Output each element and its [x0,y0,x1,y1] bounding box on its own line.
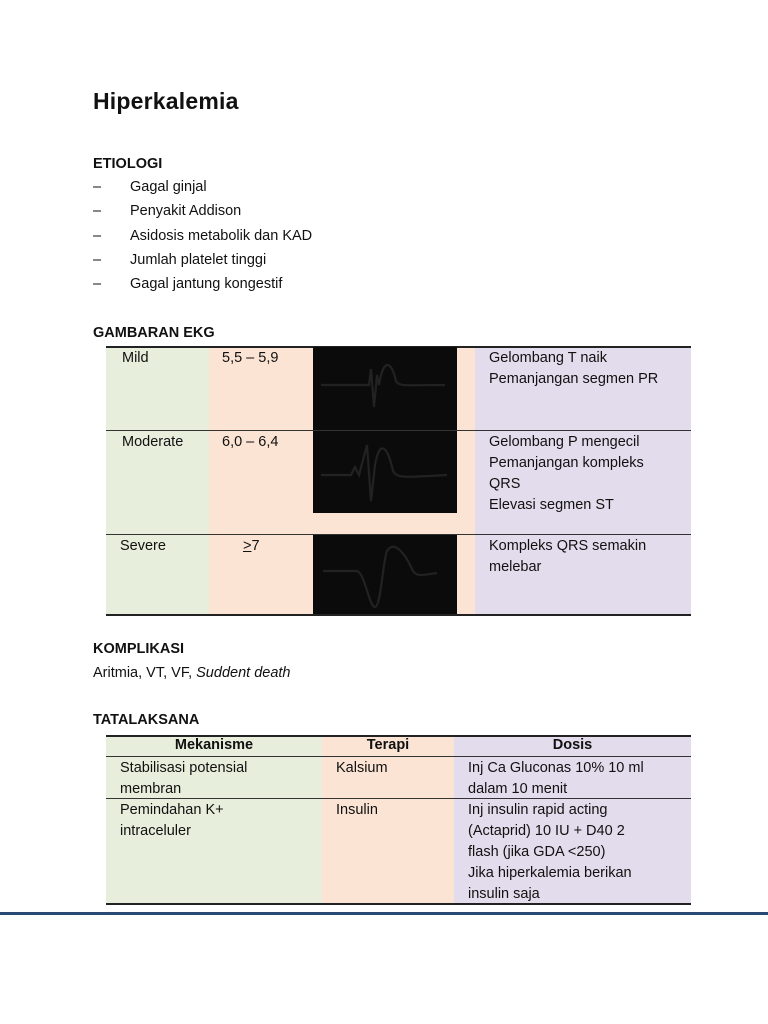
column-header-dosis: Dosis [552,737,593,753]
level-moderate: 6,0 – 6,4 [222,434,279,450]
finding-text: Pemanjangan segmen PR [489,371,659,387]
dosis-cell [468,758,644,800]
komplikasi-heading: KOMPLIKASI [93,641,185,657]
mekanisme-cell [120,758,247,800]
komplikasi-plain: Aritmia, VT, VF, [93,665,197,681]
list-item [93,179,312,203]
cell-text: Inj Ca Gluconas 10% 10 ml [468,760,644,776]
mekanisme-cell [120,800,224,842]
header-divider [106,756,691,757]
table-bottom-border [106,614,691,616]
etiologi-item-text: Asidosis metabolik dan KAD [130,227,313,244]
ekg-severe-waveform-icon [313,535,457,614]
severity-mild: Mild [122,350,149,366]
level-severe [243,536,260,557]
cell-text: dalam 10 menit [468,781,568,797]
terapi-cell: Kalsium [336,760,388,776]
cell-text: Inj insulin rapid acting [468,802,608,818]
list-item [93,276,312,300]
etiologi-item-text: Gagal jantung kongestif [130,276,283,293]
dosis-cell [468,800,632,905]
komplikasi-text [93,665,290,681]
cell-text: Stabilisasi potensial [120,760,248,776]
cell-text: membran [120,781,182,797]
severity-severe: Severe [120,538,166,554]
ekg-moderate-image [313,431,457,513]
finding-text: Kompleks QRS semakin [489,538,647,554]
footer-rule [0,912,768,915]
bullet-dash: – [93,276,102,293]
page-title: Hiperkalemia [93,88,239,114]
etiologi-item-text: Jumlah platelet tinggi [130,251,267,268]
cell-text: flash (jika GDA <250) [468,844,606,860]
severity-moderate: Moderate [122,434,184,450]
cell-text: (Actaprid) 10 IU + D40 2 [468,823,625,839]
ekg-heading: GAMBARAN EKG [93,325,215,341]
finding-text: Gelombang T naik [489,350,607,366]
column-header-terapi: Terapi [366,737,410,753]
list-item [93,228,312,252]
finding-text: Pemanjangan kompleks [489,455,644,471]
ekg-table [106,346,691,615]
list-item [93,252,312,276]
finding-text: QRS [489,476,521,492]
bullet-dash: – [93,203,102,220]
finding-text: Gelombang P mengecil [489,434,640,450]
severity-column [106,346,209,615]
komplikasi-italic: Suddent death [196,665,291,681]
cell-text: insulin saja [468,886,540,902]
list-item [93,203,312,227]
ekg-mild-image [313,347,457,430]
tatalaksana-heading: TATALAKSANA [93,712,200,728]
cell-text: Jika hiperkalemia berikan [468,865,632,881]
findings-mild [489,348,658,390]
etiologi-item-text: Gagal ginjal [130,179,207,195]
bullet-dash: – [93,179,102,195]
tatalaksana-table [106,735,691,904]
findings-severe [489,536,646,578]
etiologi-heading: ETIOLOGI [93,156,163,172]
etiologi-list [93,179,312,300]
level-severe-value: 7 [251,538,260,554]
ekg-severe-image [313,535,457,614]
ekg-moderate-waveform-icon [313,431,457,513]
cell-text: Pemindahan K+ [120,802,224,818]
finding-text: Elevasi segmen ST [489,497,614,513]
column-header-mekanisme: Mekanisme [174,737,254,753]
bullet-dash: – [93,251,102,268]
ekg-mild-waveform-icon [313,347,457,430]
bullet-dash: – [93,227,102,244]
level-mild: 5,5 – 5,9 [222,350,279,366]
greater-equal-sign: > [243,538,252,554]
findings-moderate [489,432,644,516]
terapi-cell: Insulin [336,802,378,818]
cell-text: intraceluler [120,823,191,839]
etiologi-item-text: Penyakit Addison [130,203,242,220]
finding-text: melebar [489,559,542,575]
